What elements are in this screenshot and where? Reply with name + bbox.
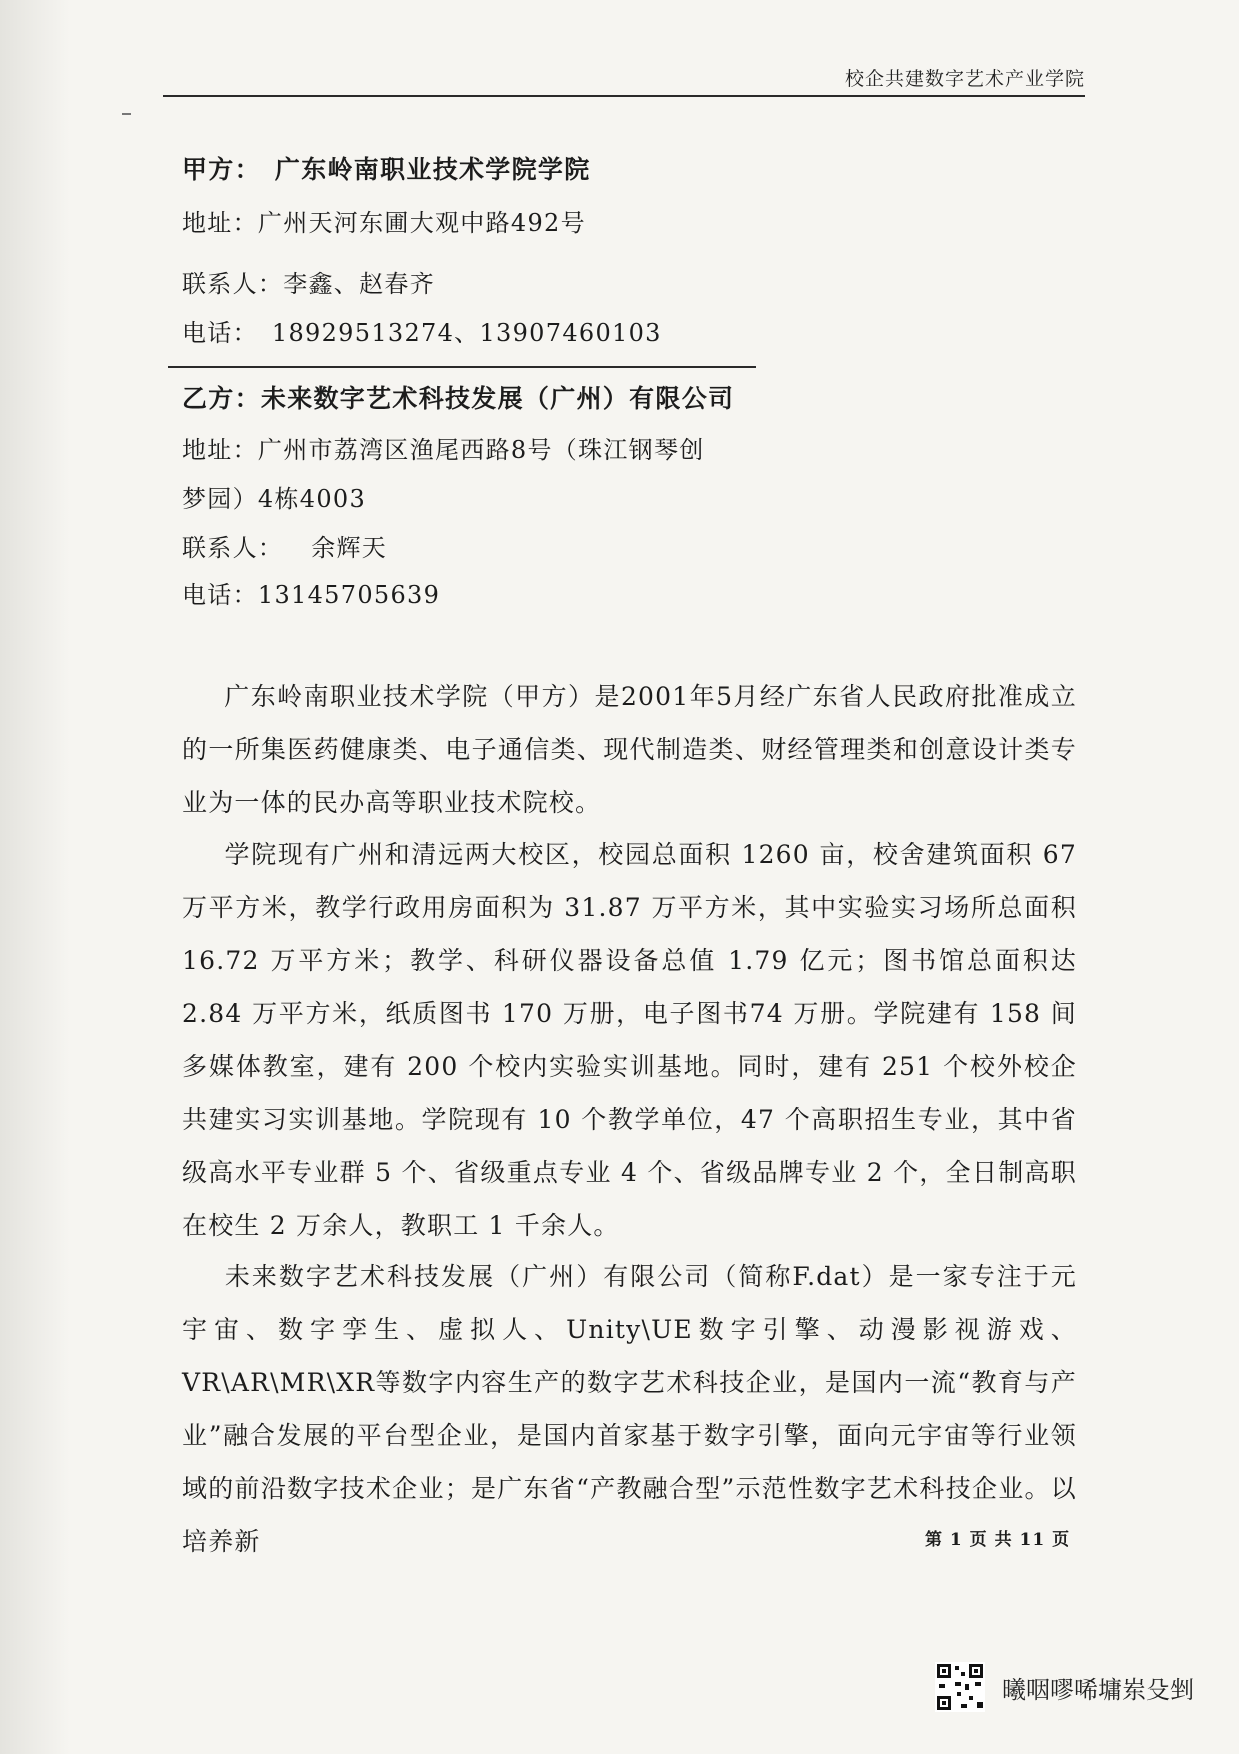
party-a-address: 地址：广州天河东圃大观中路492号 — [182, 209, 586, 237]
party-a-name: 广东岭南职业技术学院学院 — [274, 155, 591, 184]
page-number: 第 1 页 共 11 页 — [925, 1530, 1071, 1550]
party-a-contact-line — [182, 269, 435, 299]
party-a-label: 甲方： — [182, 155, 261, 184]
party-a-phone-line — [182, 318, 662, 348]
party-b-phone: 13145705639 — [257, 581, 441, 609]
qr-code-icon — [935, 1662, 985, 1712]
party-b-label: 乙方： — [182, 384, 261, 413]
scan-edge-shadow — [0, 0, 70, 1754]
party-b-contact-label: 联系人： — [182, 534, 284, 562]
header-title: 校企共建数字艺术产业学院 — [844, 68, 1085, 90]
party-separator-rule — [168, 366, 756, 368]
body-paragraph-2 — [182, 828, 1077, 1252]
body-paragraph-3-text: 未来数字艺术科技发展（广州）有限公司（简称F.dat）是一家专注于元宇宙、数字孪生、虚拟人、Unity\UE数字引擎、动漫影视游戏、VR\AR\MR\XR等数字内容生产的数字艺术科技企业，是国内一流“教育与产业”融合发展的平台型企业，是国内首家基于数字引擎，面向元宇宙等行业领域的前沿数字技术企业；是广东省“产教融合型”示范性数字艺术科技企业。以培养新 — [182, 1262, 1077, 1556]
party-b-contact: 余辉天 — [311, 534, 388, 562]
party-a-title — [182, 155, 591, 185]
body-paragraph-2-text: 学院现有广州和清远两大校区，校园总面积 1260 亩，校舍建筑面积 67 万平方米，教学行政用房面积为 31.87 万平方米，其中实验实习场所总面积 16.72 万平方米；教学、科研仪器设备总值 1.79 亿元；图书馆总面积达 2.84 万平方米，纸质图书 170 万册，电子图书74 万册。学院建有 158 间多媒体教室，建有 200 个校内实验实训基地。同时，建有 251 个校外校企共建实习实训基地。学院现有 10 个教学单位，47 个高职招生专业，其中省级高水平专业群 5 个、省级重点专业 4 个、省级品牌专业 2 个，全日制高职在校生 2 万余人，教职工 1 千余人。 — [182, 840, 1077, 1240]
party-b-phone-label: 电话： — [182, 581, 258, 609]
scanner-watermark-text: 曦咽嘐唏墉岽殳剉 — [1002, 1676, 1194, 1704]
party-b-name: 未来数字艺术科技发展（广州）有限公司 — [260, 384, 735, 413]
party-a-phone: 18929513274、13907460103 — [271, 319, 662, 347]
scan-mark — [122, 113, 131, 115]
party-b-contact-line — [182, 533, 387, 563]
body-paragraph-1-text: 广东岭南职业技术学院（甲方）是2001年5月经广东省人民政府批准成立的一所集医药健康类、电子通信类、现代制造类、财经管理类和创意设计类专业为一体的民办高等职业技术院校。 — [182, 682, 1077, 817]
body-paragraph-1 — [182, 670, 1077, 829]
party-b-address-line1: 地址：广州市荔湾区渔尾西路8号（珠江钢琴创 — [182, 436, 705, 464]
party-a-contact-label: 联系人： — [182, 270, 284, 298]
party-b-address-line2: 梦园）4栋4003 — [182, 485, 367, 513]
body-paragraph-3 — [182, 1250, 1077, 1568]
party-a-phone-label: 电话： — [182, 319, 258, 347]
party-b-phone-line — [182, 580, 440, 610]
party-a-contact: 李鑫、赵春齐 — [283, 270, 436, 298]
party-b-title — [182, 384, 734, 414]
header-rule — [163, 95, 1085, 97]
